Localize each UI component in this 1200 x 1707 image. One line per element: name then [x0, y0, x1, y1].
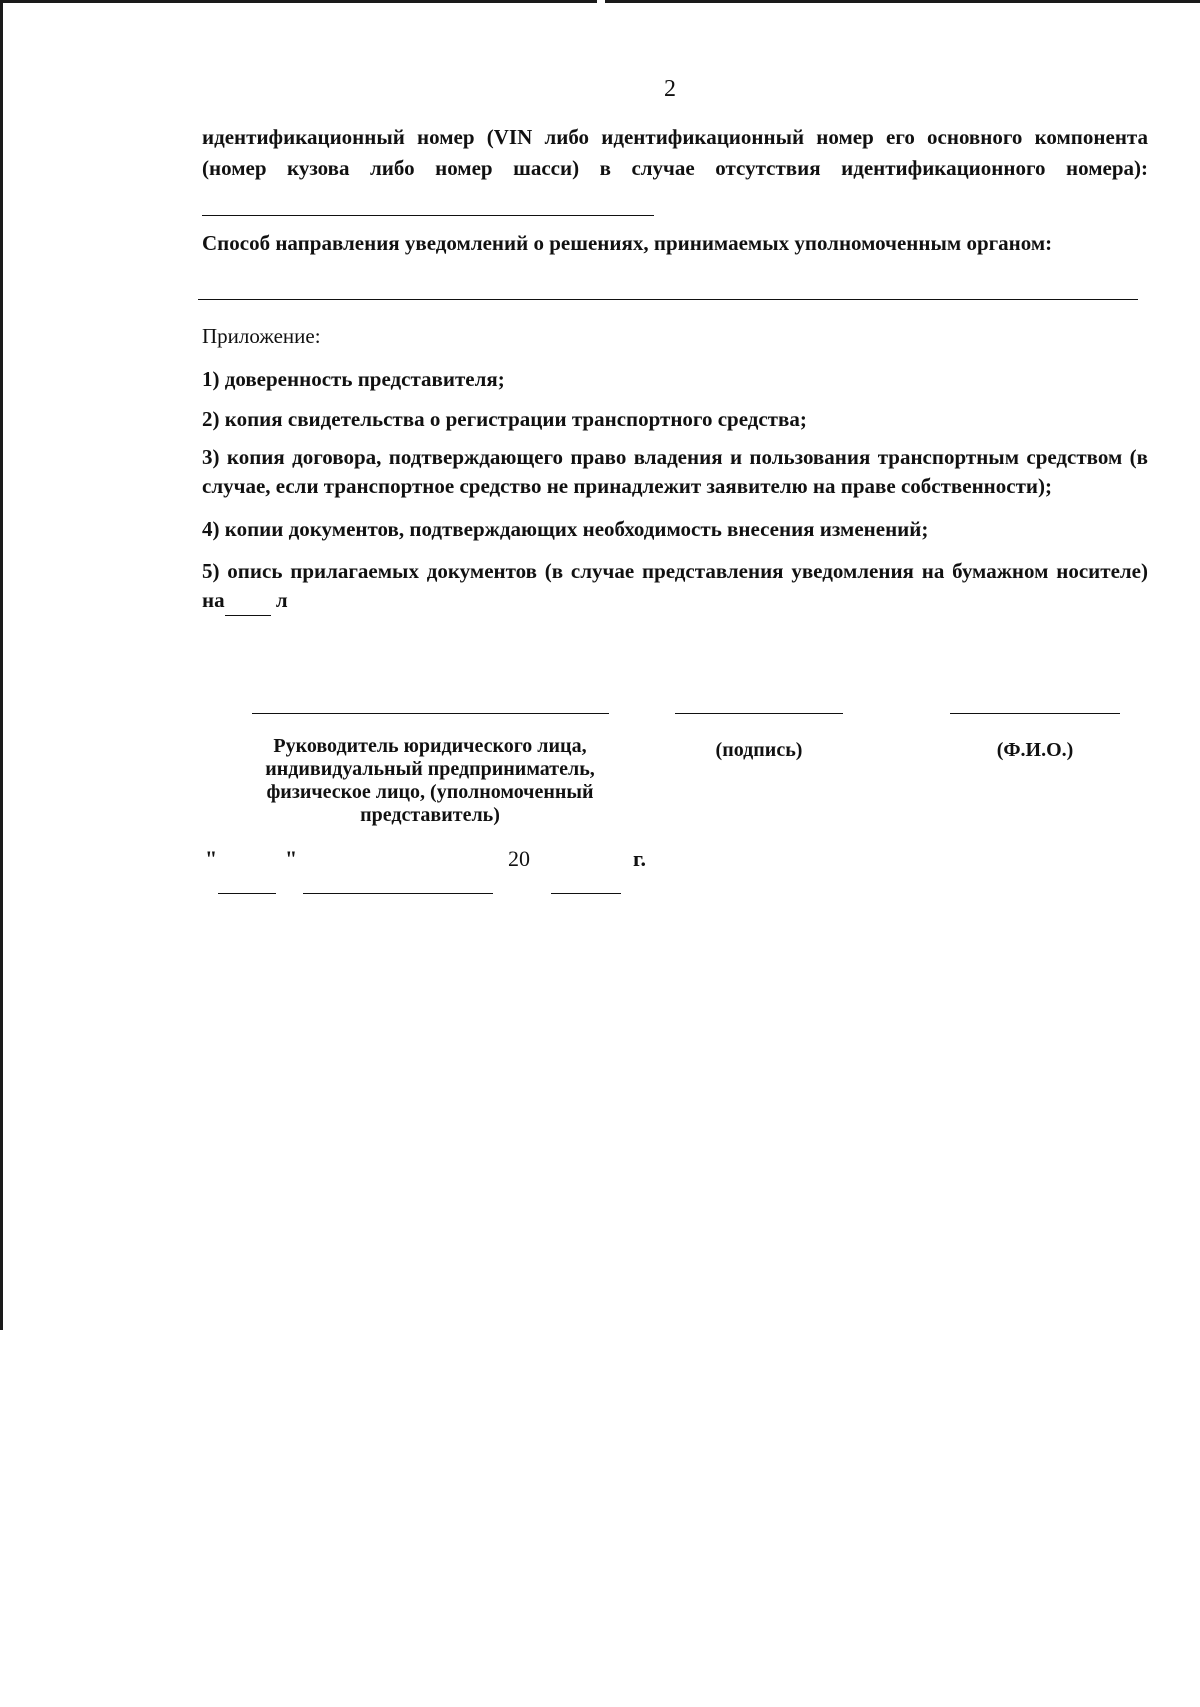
role-caption-line: Руководитель юридического лица, [273, 735, 587, 757]
signature-line[interactable] [675, 713, 843, 714]
role-caption [235, 735, 625, 827]
vin-paragraph [202, 122, 1148, 216]
attachment-item: 2) копия свидетельства о регистрации транспортного средства; [202, 407, 807, 431]
role-caption-line: представитель) [360, 804, 500, 826]
attachments-heading: Приложение: [202, 324, 321, 348]
date-close-quote: " [285, 846, 298, 871]
attachment-item-text: 5) опись прилагаемых документов (в случае представления уведомления на бумажном носителе) на [202, 559, 1148, 612]
day-blank-line[interactable] [218, 893, 276, 894]
attachment-item: 4) копии документов, подтверждающих необходимость внесения изменений; [202, 517, 929, 541]
vin-paragraph-text: идентификационный номер (VIN либо идентификационный номер его основного компонента (номер кузова либо номер шасси) в случае отсутствия идентификационного номера): [202, 125, 1148, 180]
role-caption-line: физическое лицо, (уполномоченный [266, 781, 594, 803]
notification-method-label: Способ направления уведомлений о решениях, принимаемых уполномоченным органом: [202, 231, 1053, 255]
attachment-item [202, 557, 1148, 616]
role-signature-line[interactable] [252, 713, 609, 714]
scan-edge-gap [597, 0, 605, 3]
date-century: 20 [508, 846, 530, 871]
scan-edge-left [0, 0, 3, 1330]
sheets-count-blank-line[interactable] [225, 586, 271, 616]
notification-method-blank-line[interactable] [198, 299, 1138, 300]
sheets-suffix: л [275, 588, 288, 612]
attachment-item: 3) копия договора, подтверждающего право владения и пользования транспортным средством (в случае, если транспортное средство не принадлежит заявителю на праве собственности); [202, 445, 1148, 498]
year-blank-line[interactable] [551, 893, 621, 894]
role-caption-line: индивидуальный предприниматель, [265, 758, 595, 780]
page-number: 2 [664, 76, 676, 102]
name-line[interactable] [950, 713, 1120, 714]
name-caption: (Ф.И.О.) [996, 739, 1074, 761]
attachment-item: 1) доверенность представителя; [202, 367, 505, 391]
signature-caption: (подпись) [715, 739, 803, 761]
date-open-quote: " [205, 846, 218, 871]
month-blank-line[interactable] [303, 893, 493, 894]
vin-blank-line[interactable] [202, 184, 654, 216]
date-year-suffix: г. [633, 846, 647, 871]
